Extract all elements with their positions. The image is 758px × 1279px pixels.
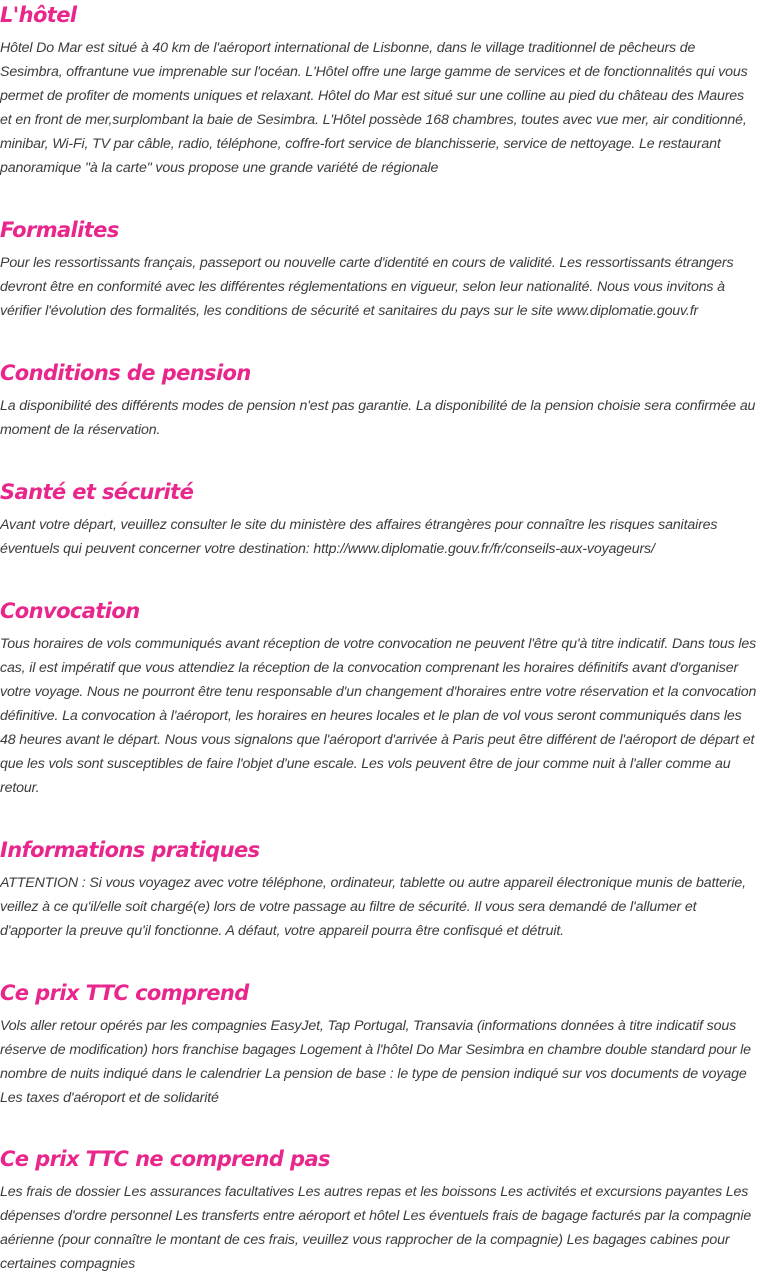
section-body: Pour les ressortissants français, passeport ou nouvelle carte d'identité en cours de validité. Les ressortissants étrangers devront être en conformité avec les différentes réglementations en vigueur, selon leur nationalité. Nous vous invitons à vérifier l'évolution des formalités, les conditions de sécurité et sanitaires du pays sur le site www.diplomatie.gouv.fr [0, 255, 734, 319]
section-body: Avant votre départ, veuillez consulter le site du ministère des affaires étrangères pour connaître les risques sanitaires éventuels qui peuvent concerner votre destination: http://www.diplomatie.gouv.fr/fr/conseils-aux-voyageurs/ [0, 517, 718, 557]
section-body: Vols aller retour opérés par les compagnies EasyJet, Tap Portugal, Transavia (informations données à titre indicatif sous réserve de modification) hors franchise bagages Logement à l'hôtel Do Mar Sesimbra en chambre double standard pour le nombre de nuits indiqué dans le calendrier La pension de base : le type de pension indiqué sur vos documents de voyage Les taxes d'aéroport et de solidarité [0, 1018, 751, 1106]
section-sante-securite [0, 477, 758, 561]
section-title: L'hôtel [0, 3, 77, 27]
section-title: Ce prix TTC comprend [0, 981, 249, 1005]
section-title: Formalites [0, 218, 119, 242]
section-title: Informations pratiques [0, 838, 260, 862]
section-convocation [0, 596, 758, 800]
section-title: Convocation [0, 599, 140, 623]
section-title: Conditions de pension [0, 361, 251, 385]
section-informations-pratiques [0, 835, 758, 943]
section-body: ATTENTION : Si vous voyagez avec votre téléphone, ordinateur, tablette ou autre appareil électronique munis de batterie, veillez à ce qu'il/elle soit chargé(e) lors de votre passage au filtre de sécurité. Il vous sera demandé de l'allumer et d'apporter la preuve qu'il fonctionne. A défaut, votre appareil pourra être confisqué et détruit. [0, 875, 746, 939]
section-body: Les frais de dossier Les assurances facultatives Les autres repas et les boissons Les activités et excursions payantes Les dépenses d'ordre personnel Les transferts entre aéroport et hôtel Les éventuels frais de bagage facturés par la compagnie aérienne (pour connaître le montant de ces frais, veuillez vous rapprocher de la compagnie) Les bagages cabines pour certaines compagnies [0, 1184, 752, 1272]
section-conditions-pension [0, 358, 758, 442]
section-body: La disponibilité des différents modes de pension n'est pas garantie. La disponibilité de la pension choisie sera confirmée au moment de la réservation. [0, 398, 756, 438]
section-title: Santé et sécurité [0, 480, 194, 504]
section-prix-comprend [0, 978, 758, 1110]
section-hotel [0, 0, 758, 180]
section-prix-ne-comprend-pas [0, 1144, 758, 1276]
section-body: Tous horaires de vols communiqués avant réception de votre convocation ne peuvent l'être qu'à titre indicatif. Dans tous les cas, il est impératif que vous attendiez la réception de la convocation comprenant les horaires définitifs avant d'organiser votre voyage. Nous ne pourront être tenu responsable d'un changement d'horaires entre votre réservation et la convocation définitive. La convocation à l'aéroport, les horaires en heures locales et le plan de vol vous seront communiqués dans les 48 heures avant le départ. Nous vous signalons que l'aéroport d'arrivée à Paris peut être différent de l'aéroport de départ et que les vols sont susceptibles de faire l'objet d'une escale. Les vols peuvent être de jour comme nuit à l'aller comme au retour. [0, 636, 757, 796]
section-formalites [0, 215, 758, 323]
section-title: Ce prix TTC ne comprend pas [0, 1147, 330, 1171]
section-body: Hôtel Do Mar est situé à 40 km de l'aéroport international de Lisbonne, dans le village traditionnel de pêcheurs de Sesimbra, offrantune vue imprenable sur l'océan. L'Hôtel offre une large gamme de services et de fonctionnalités qui vous permet de profiter de moments uniques et relaxant. Hôtel do Mar est situé sur une colline au pied du château des Maures et en front de mer,surplombant la baie de Sesimbra. L'Hôtel possède 168 chambres, toutes avec vue mer, air conditionné, minibar, Wi-Fi, TV par câble, radio, téléphone, coffre-fort service de blanchisserie, service de nettoyage. Le restaurant panoramique "à la carte" vous propose une grande variété de régionale [0, 40, 748, 176]
